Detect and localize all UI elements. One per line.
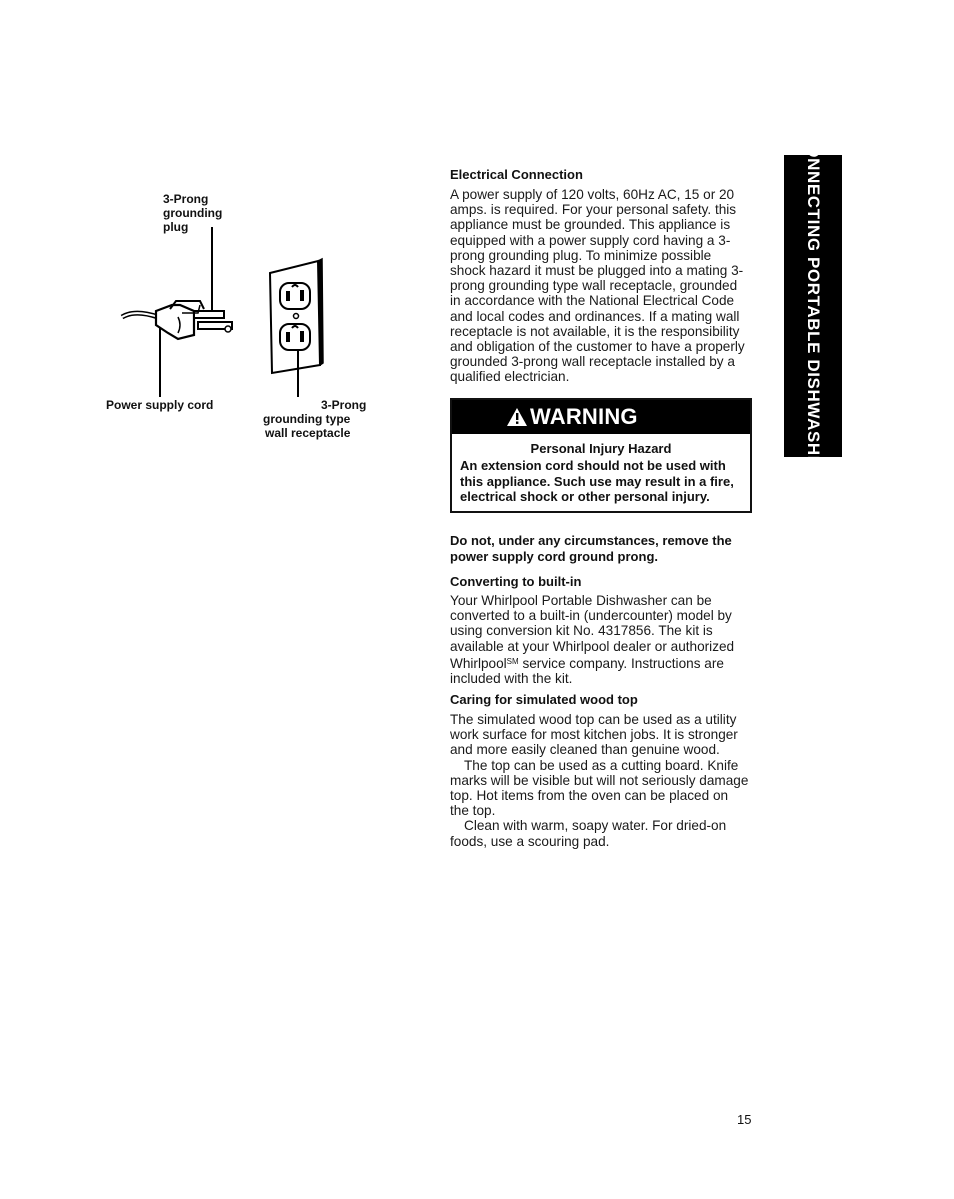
receptacle-label-line: 3-Prong xyxy=(321,398,367,412)
page-number: 15 xyxy=(737,1112,752,1127)
outlet-bottom xyxy=(280,324,310,350)
receptacle-label-line: grounding type xyxy=(263,412,351,426)
converting-text-end: service company. Instructions are included with the kit. xyxy=(450,655,724,687)
converting-paragraph xyxy=(450,593,750,686)
converting-text: Your Whirlpool Portable Dishwasher can be converted to a built-in (undercounter) model by using conversion kit No. 4317856. The kit is available at your Whirlpool dealer or authorized Whirlpool xyxy=(450,593,735,671)
cord-label: Power supply cord xyxy=(106,398,214,412)
electrical-heading: Electrical Connection xyxy=(450,167,583,182)
plug-label-line: 3-Prong xyxy=(163,192,209,206)
side-tab-label: CONNECTING PORTABLE DISHWASHER xyxy=(804,131,823,481)
plug-body xyxy=(156,305,194,339)
warning-banner xyxy=(452,400,750,434)
warning-box xyxy=(450,398,752,513)
plug-label-line: grounding xyxy=(163,206,223,220)
plug-label-line: plug xyxy=(163,220,189,234)
caring-section xyxy=(450,712,750,849)
converting-heading: Converting to built-in xyxy=(450,574,582,589)
warning-text: An extension cord should not be used with this appliance. Such use may result in a fire, electrical shock or other personal injury. xyxy=(460,458,734,504)
warning-triangle-icon xyxy=(506,407,528,427)
plug-and-receptacle-illustration xyxy=(120,225,350,405)
service-mark: SM xyxy=(506,656,519,666)
receptacle-label-line: wall receptacle xyxy=(265,426,351,440)
receptacle-label xyxy=(263,398,366,440)
electrical-paragraph: A power supply of 120 volts, 60Hz AC, 15 or 20 amps. is required. For your personal safety. this appliance must be grounded. This appliance is equipped with a power supply cord having a 3-prong grounding plug. To minimize possible shock hazard it must be plugged into a mating 3-prong grounding type wall receptacle, grounded in accordance with the National Electrical Code and local codes and ordinances. If a mating wall receptacle is not available, it is the responsibility and obligation of the customer to have a properly grounded 3-prong wall receptacle installed by a qualified electrician. xyxy=(450,187,745,385)
warning-subtitle: Personal Injury Hazard xyxy=(530,441,672,456)
caring-paragraph: Clean with warm, soapy water. For dried-on foods, use a scouring pad. xyxy=(450,818,727,849)
outlet-top xyxy=(280,283,310,309)
caring-paragraph: The simulated wood top can be used as a utility work surface for most kitchen jobs. It is stronger and more easily cleaned than genuine wood. xyxy=(450,712,738,758)
caring-paragraph: The top can be used as a cutting board. Knife marks will be visible but will not seriously damage top. Hot items from the oven can be placed on the top. xyxy=(450,757,749,819)
caring-heading: Caring for simulated wood top xyxy=(450,692,638,707)
ground-prong-note: Do not, under any circumstances, remove the power supply cord ground prong. xyxy=(450,533,732,564)
warning-title: WARNING xyxy=(530,404,638,429)
section-side-tab xyxy=(784,131,842,481)
